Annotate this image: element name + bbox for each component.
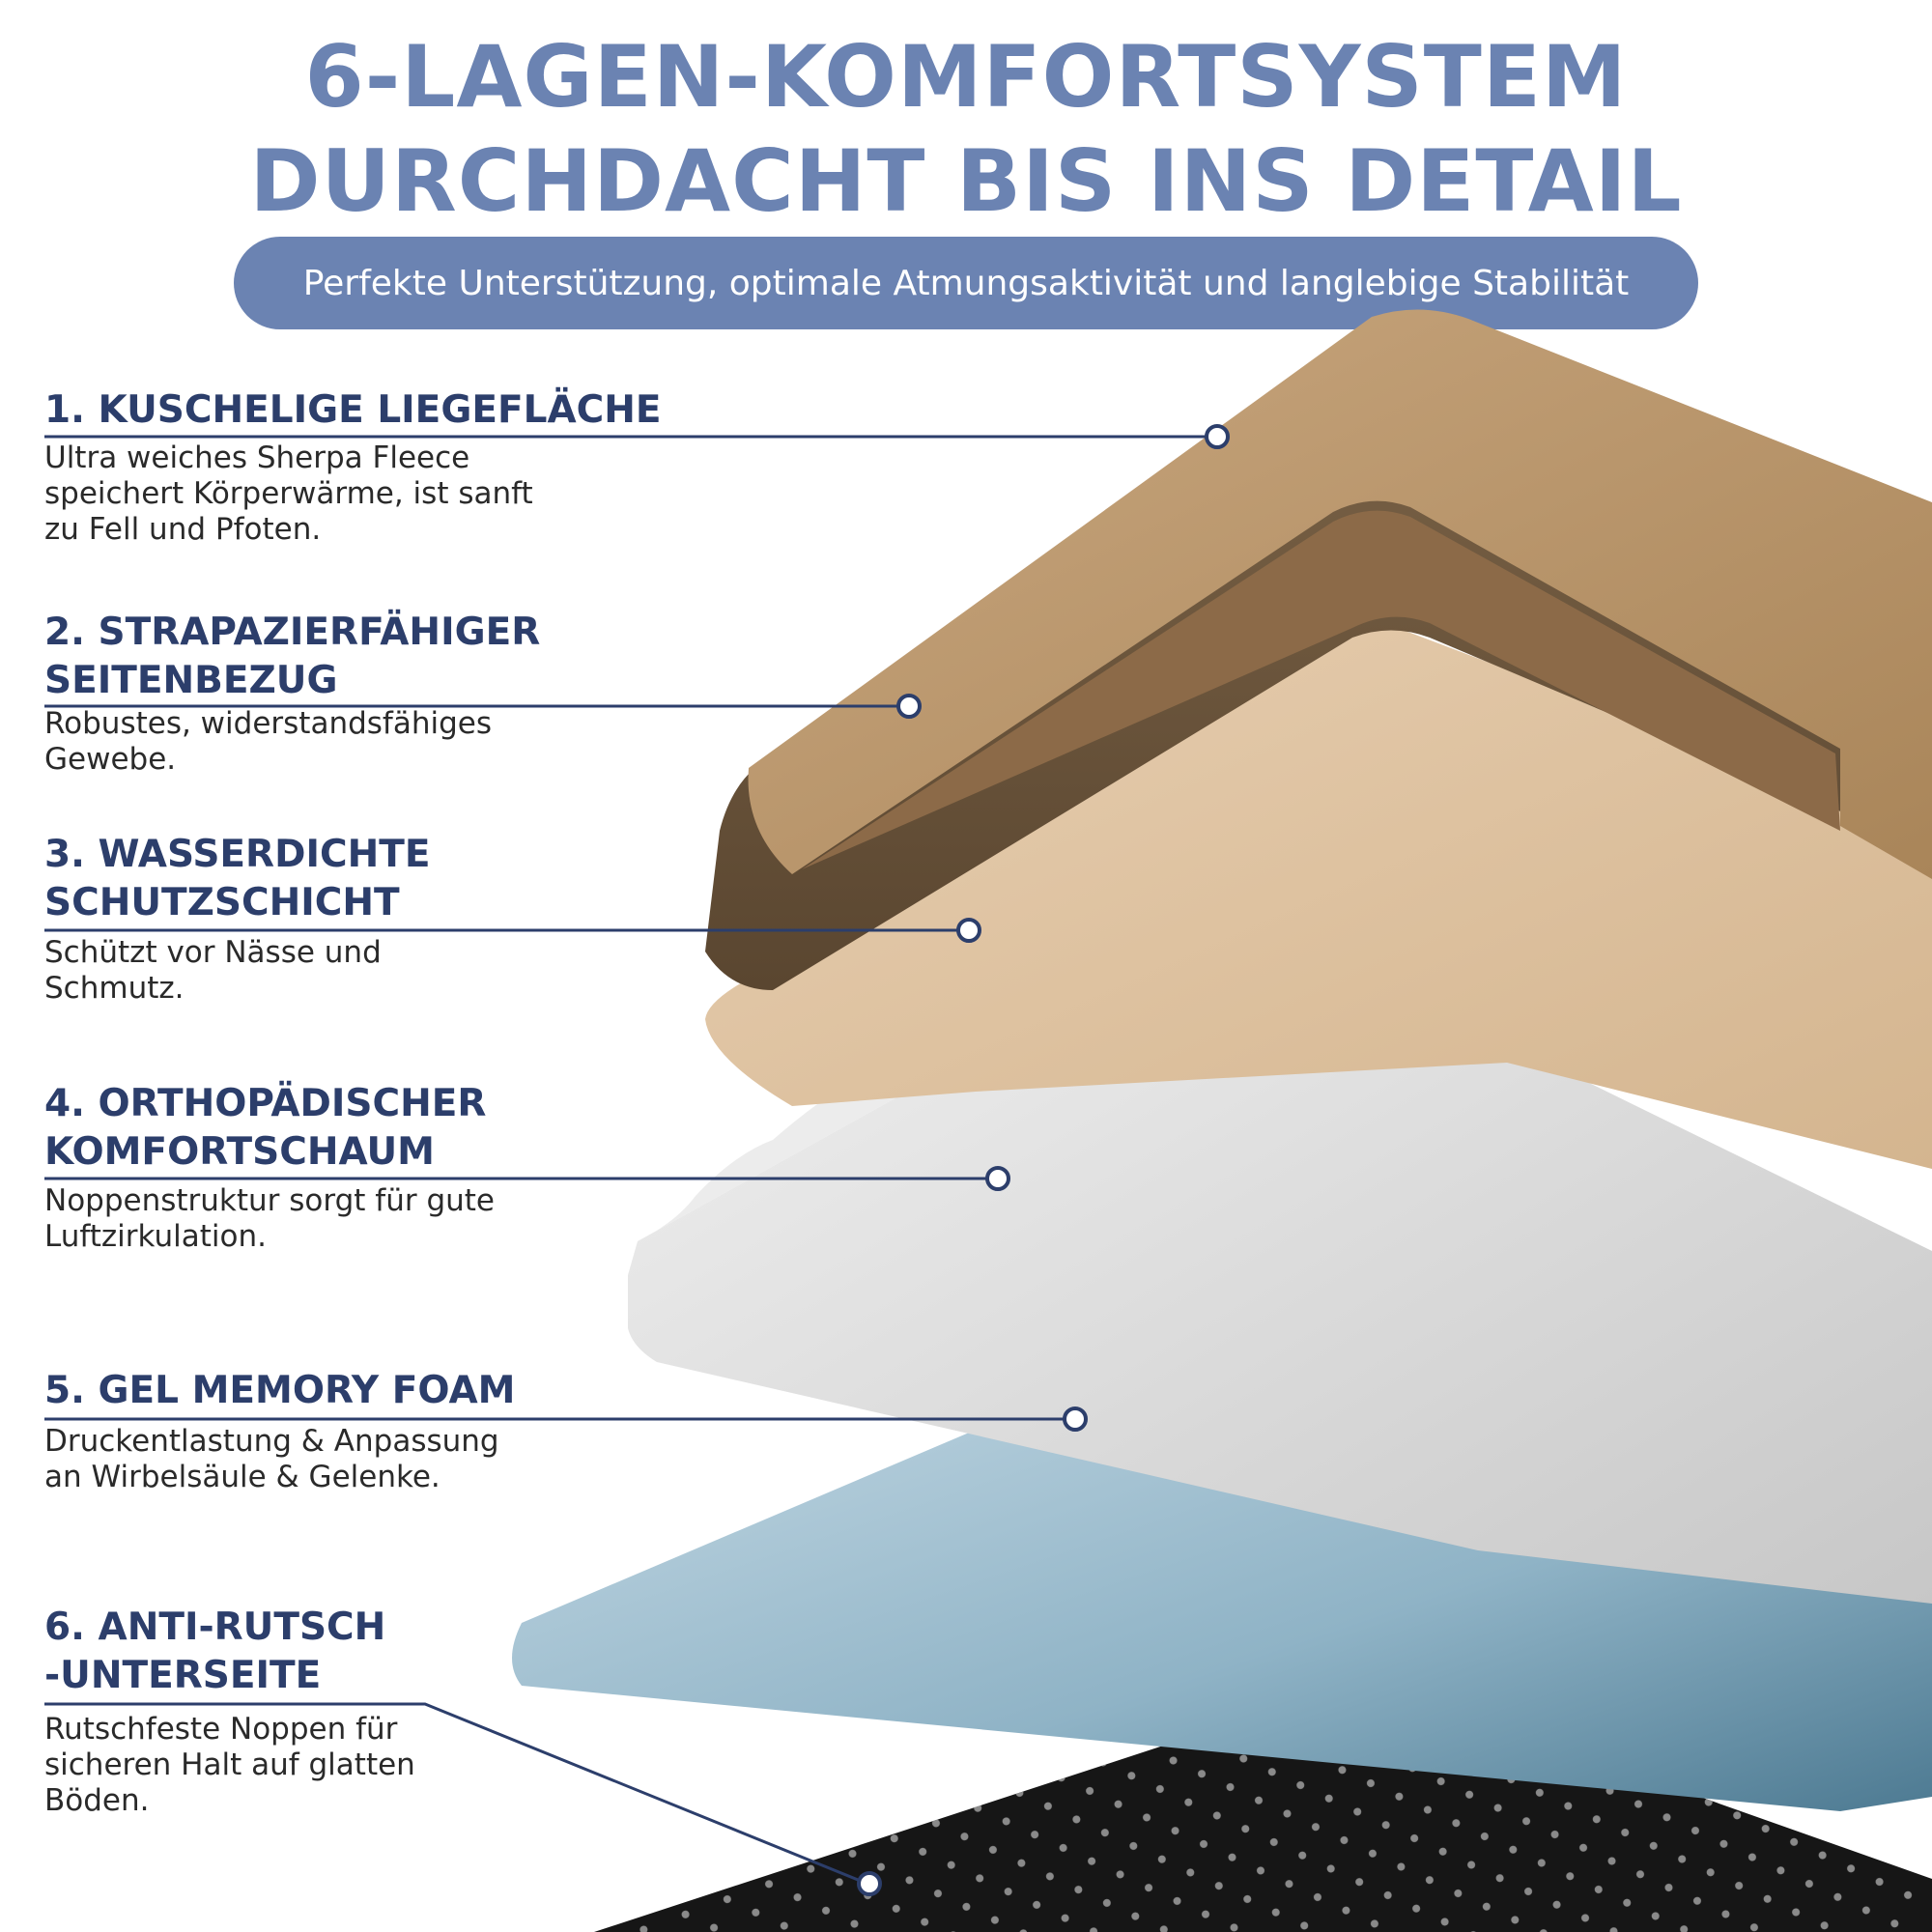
layer-4-title-line-2: KOMFORTSCHAUM: [44, 1130, 435, 1174]
subtitle-text: Perfekte Unterstützung, optimale Atmungsaktivität und langlebige Stabilität: [302, 263, 1630, 303]
leader-dot-2: [898, 696, 920, 717]
layer-4-desc-line-1: Noppenstruktur sorgt für gute: [44, 1183, 495, 1218]
layer-1-desc-line-3: zu Fell und Pfoten.: [44, 512, 322, 547]
layer-3-title-line-1: 3. WASSERDICHTE: [44, 833, 431, 876]
leader-dot-1: [1207, 426, 1228, 447]
layer-4-desc-line-2: Luftzirkulation.: [44, 1219, 268, 1254]
layer-3-desc-line-1: Schützt vor Nässe und: [44, 935, 382, 970]
layer-1-desc-line-2: speichert Körperwärme, ist sanft: [44, 476, 533, 511]
layer-6-desc-line-2: sicheren Halt auf glatten: [44, 1747, 415, 1782]
layer-3-desc-line-2: Schmutz.: [44, 971, 185, 1006]
leader-dot-3: [958, 920, 980, 941]
leader-dot-4: [987, 1168, 1009, 1189]
layer-6-desc-line-3: Böden.: [44, 1783, 150, 1818]
headline-line-1: 6-LAGEN-KOMFORTSYSTEM: [304, 27, 1628, 127]
layer-1-title: 1. KUSCHELIGE LIEGEFLÄCHE: [44, 388, 662, 432]
layer-2-title-line-2: SEITENBEZUG: [44, 659, 338, 702]
layer-5-desc-line-1: Druckentlastung & Anpassung: [44, 1424, 499, 1459]
layer-1-desc-line-1: Ultra weiches Sherpa Fleece: [44, 440, 470, 475]
layer-2-title-line-1: 2. STRAPAZIERFÄHIGER: [44, 611, 541, 654]
layer-6-desc-line-1: Rutschfeste Noppen für: [44, 1712, 398, 1747]
layer-2-desc-line-2: Gewebe.: [44, 742, 177, 777]
layer-5-title: 5. GEL MEMORY FOAM: [44, 1369, 516, 1412]
headline-line-2: DURCHDACHT BIS INS DETAIL: [249, 131, 1683, 231]
layer-5-desc-line-2: an Wirbelsäule & Gelenke.: [44, 1460, 440, 1494]
layer-2-desc-line-1: Robustes, widerstandsfähiges: [44, 706, 492, 741]
leader-dot-6: [859, 1873, 880, 1894]
layer-6-title-line-1: 6. ANTI-RUTSCH: [44, 1605, 386, 1649]
leader-dot-5: [1065, 1408, 1086, 1430]
layer-4-title-line-1: 4. ORTHOPÄDISCHER: [44, 1082, 487, 1125]
layer-6-title-line-2: -UNTERSEITE: [44, 1654, 322, 1697]
layer-3-title-line-2: SCHUTZSCHICHT: [44, 881, 400, 924]
